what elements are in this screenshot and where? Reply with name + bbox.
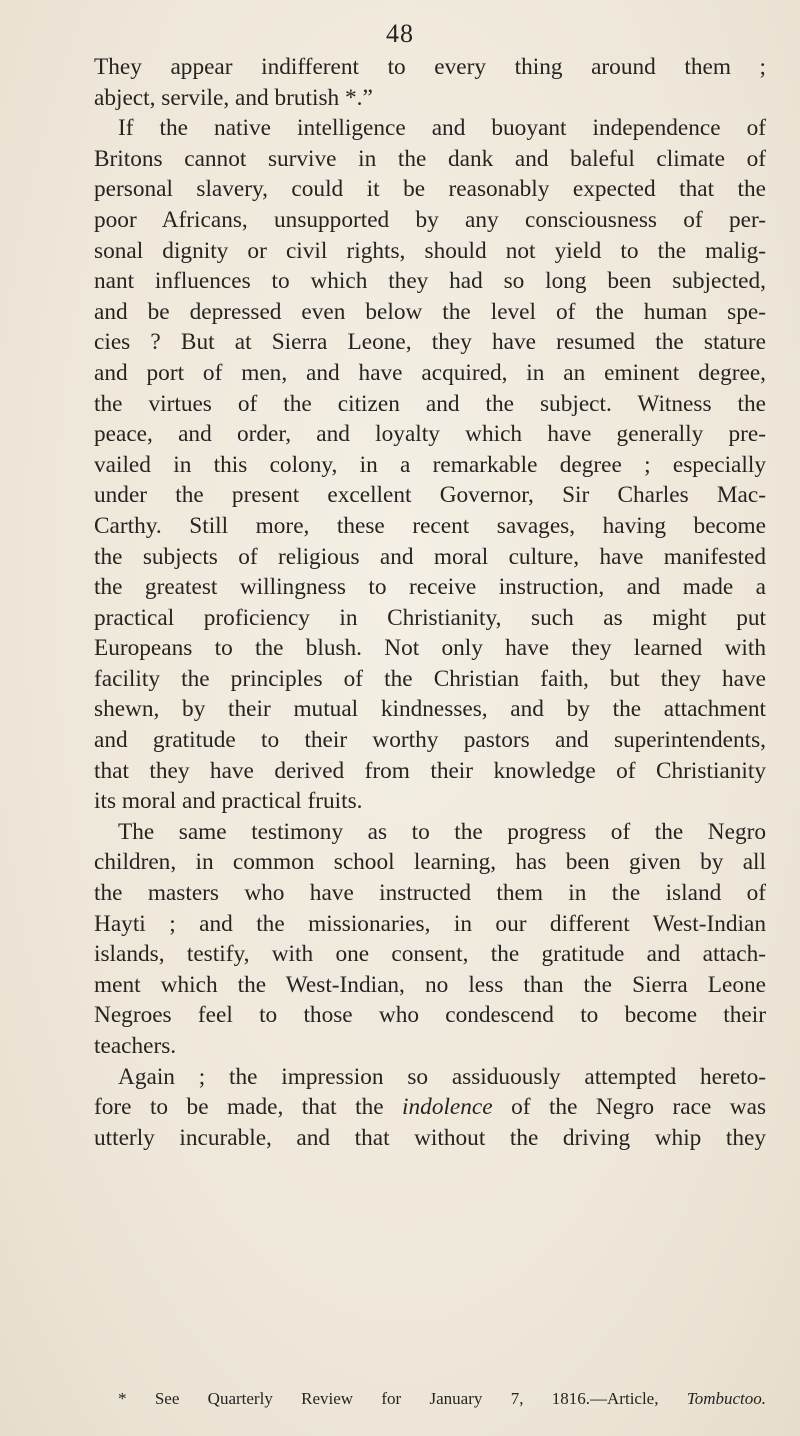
text-line-4: Britons cannot survive in the dank and baleful climate of [94,145,766,172]
text-line-35-end: of the Negro race was [511,1094,767,1121]
text-line-16: Carthy. Still more, these recent savages, having become [94,512,766,539]
text-line-2: abject, servile, and brutish *.” [94,84,373,111]
text-line-35-start: fore to be made, that the [94,1094,384,1121]
text-line-8: nant influences to which they had so long been subjected, [94,268,766,295]
text-line-11: and port of men, and have acquired, in an eminent degree, [94,359,766,386]
text-line-20: Europeans to the blush. Not only have they learned with [94,635,766,662]
text-line-23: and gratitude to their worthy pastors and superintendents, [94,727,766,754]
text-line-6: poor Africans, unsupported by any consciousness of per- [94,206,766,233]
text-line-26: The same testimony as to the progress of the Negro [118,818,766,845]
footnote-article-title: Tombuctoo. [686,1389,767,1408]
text-line-34: Again ; the impression so assiduously attempted hereto- [118,1063,766,1090]
text-line-33: teachers. [94,1033,177,1059]
text-line-10: cies ? But at Sierra Leone, they have resumed the stature [94,329,766,356]
text-line-25: its moral and practical fruits. [94,788,363,815]
text-line-15: under the present excellent Governor, Sir Charles Mac- [94,482,766,509]
text-line-13: peace, and order, and loyalty which have generally pre- [94,421,766,448]
text-line-17: the subjects of religious and moral culture, have manifested [94,543,766,570]
text-line-7: sonal dignity or civil rights, should not yield to the malig- [94,237,766,264]
text-line-1: They appear indifferent to every thing around them ; [94,54,766,80]
text-line-21: facility the principles of the Christian faith, but they have [94,665,766,692]
text-line-12: the virtues of the citizen and the subject. Witness the [94,390,766,417]
text-line-27: children, in common school learning, has been given by all [94,849,766,876]
text-line-24: that they have derived from their knowledge of Christianity [94,757,766,784]
text-line-28: the masters who have instructed them in the island of [94,880,766,907]
text-line-29: Hayti ; and the missionaries, in our different West-Indian [94,910,766,937]
footnote-text: * See Quarterly Review for January 7, 1816.—Article, [118,1389,659,1408]
text-line-18: the greatest willingness to receive instruction, and made a [94,574,766,601]
text-line-35 [94,1092,766,1123]
footnote [118,1388,766,1410]
body-text [94,52,766,1153]
text-line-22: shewn, by their mutual kindnesses, and by the attachment [94,696,766,723]
text-line-30: islands, testify, with one consent, the gratitude and attach- [94,941,766,968]
text-line-3: If the native intelligence and buoyant independence of [118,115,766,142]
text-line-5: personal slavery, could it be reasonably expected that the [94,176,766,203]
text-line-36: utterly incurable, and that without the driving whip they [94,1124,766,1151]
page-number: 48 [386,19,414,48]
text-line-14: vailed in this colony, in a remarkable degree ; especially [94,451,766,478]
italic-word-indolence: indolence [402,1094,493,1121]
text-line-9: and be depressed even below the level of the human spe- [94,298,766,325]
text-line-31: ment which the West-Indian, no less than the Sierra Leone [94,971,766,998]
text-line-32: Negroes feel to those who condescend to become their [94,1002,766,1029]
text-line-19: practical proficiency in Christianity, such as might put [94,604,766,631]
